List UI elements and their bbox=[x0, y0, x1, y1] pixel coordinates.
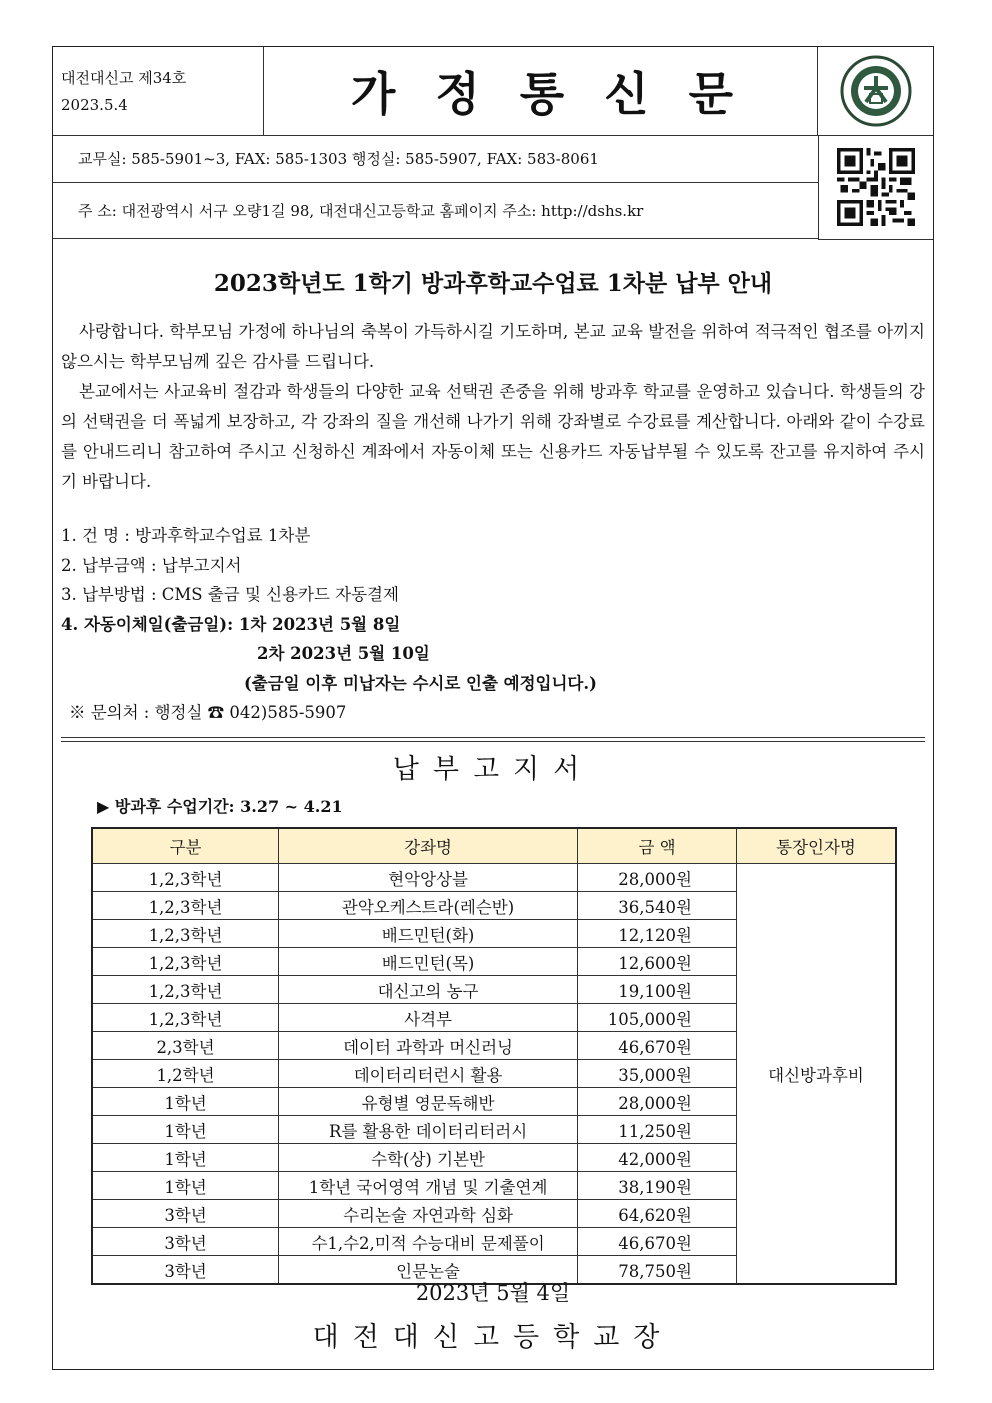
course-cell: 유형별 영문독해반 bbox=[279, 1088, 578, 1116]
column-header: 구분 bbox=[92, 828, 279, 864]
amount-cell: 46,670원 bbox=[578, 1032, 737, 1060]
grade-cell: 3학년 bbox=[92, 1200, 279, 1228]
course-cell: 수리논술 자연과학 심화 bbox=[279, 1200, 578, 1228]
grade-cell: 1학년 bbox=[92, 1116, 279, 1144]
detail-item: 4. 자동이체일(출금일): 1차 2023년 5월 8일 bbox=[61, 614, 401, 634]
amount-cell: 19,100원 bbox=[578, 976, 737, 1004]
grade-cell: 1,2,3학년 bbox=[92, 892, 279, 920]
amount-cell: 46,670원 bbox=[578, 1228, 737, 1256]
amount-cell: 28,000원 bbox=[578, 1088, 737, 1116]
address-row: 주 소: 대전광역시 서구 오량1길 98, 대전대신고등학교 홈페이지 주소: http://dshs.kr bbox=[53, 183, 819, 239]
grade-cell: 1,2,3학년 bbox=[92, 1004, 279, 1032]
document-frame bbox=[52, 46, 934, 1370]
amount-cell: 28,000원 bbox=[578, 864, 737, 892]
paragraph: 사랑합니다. 학부모님 가정에 하나님의 축복이 가득하시길 기도하며, 본교 교육 발전을 위하여 적극적인 협조를 아끼지 않으시는 학부모님께 깊은 감사를 드립니다. bbox=[61, 322, 925, 371]
grade-cell: 1,2,3학년 bbox=[92, 920, 279, 948]
inquiry-contact: ※ 문의처 : 행정실 ☎ 042)585-5907 bbox=[69, 703, 347, 722]
detail-item: 2. 납부금액 : 납부고지서 bbox=[61, 555, 242, 575]
contact-row: 교무실: 585-5901~3, FAX: 585-1303 행정실: 585-5907, FAX: 583-8061 bbox=[53, 135, 819, 183]
issue-date-footer: 2023년 5월 4일 bbox=[415, 1281, 571, 1305]
document-title: 2023학년도 1학기 방과후학교수업료 1차분 납부 안내 bbox=[213, 270, 773, 297]
grade-cell: 1,2학년 bbox=[92, 1060, 279, 1088]
column-header: 금 액 bbox=[578, 828, 737, 864]
qr-code-icon bbox=[818, 135, 933, 240]
school-logo-icon bbox=[817, 47, 933, 135]
column-header: 통장인자명 bbox=[736, 828, 896, 864]
grade-cell: 1,2,3학년 bbox=[92, 976, 279, 1004]
principal-signature: 대전대신고등학교장 bbox=[312, 1322, 674, 1353]
table-header-row bbox=[92, 828, 896, 864]
grade-cell: 2,3학년 bbox=[92, 1032, 279, 1060]
class-period: ▶ 방과후 수업기간: 3.27 ~ 4.21 bbox=[97, 797, 343, 816]
issue-date: 2023.5.4 bbox=[61, 96, 128, 114]
detail-item: (출금일 이후 미납자는 수시로 인출 예정입니다.) bbox=[244, 673, 597, 693]
fee-table bbox=[91, 827, 897, 1285]
divider bbox=[61, 737, 925, 742]
course-cell: 수1,수2,미적 수능대비 문제풀이 bbox=[279, 1228, 578, 1256]
course-cell: 인문논술 bbox=[279, 1256, 578, 1285]
amount-cell: 78,750원 bbox=[578, 1256, 737, 1285]
grade-cell: 1학년 bbox=[92, 1172, 279, 1200]
greeting-text bbox=[61, 317, 925, 497]
course-cell: 배드민턴(화) bbox=[279, 920, 578, 948]
detail-item: 2차 2023년 5월 10일 bbox=[257, 644, 430, 663]
amount-cell: 11,250원 bbox=[578, 1116, 737, 1144]
column-header: 강좌명 bbox=[279, 828, 578, 864]
grade-cell: 3학년 bbox=[92, 1228, 279, 1256]
amount-cell: 36,540원 bbox=[578, 892, 737, 920]
amount-cell: 12,600원 bbox=[578, 948, 737, 976]
paragraph: 본교에서는 사교육비 절감과 학생들의 다양한 교육 선택권 존중을 위해 방과후 학교를 운영하고 있습니다. 학생들의 강의 선택권을 더 폭넓게 보장하고, 각 강좌의 질을 개선해 나가기 위해 강좌별로 수강료를 계산합니다. 아래와 같이 수강료를 안내드리니 참고하여 주시고 신청하신 계좌에서 자동이체 또는 신용카드 자동납부될 수 있도록 잔고를 유지하여 주시기 바랍니다. bbox=[61, 382, 925, 491]
payment-details bbox=[61, 521, 925, 728]
amount-cell: 12,120원 bbox=[578, 920, 737, 948]
grade-cell: 3학년 bbox=[92, 1256, 279, 1285]
amount-cell: 64,620원 bbox=[578, 1200, 737, 1228]
grade-cell: 1,2,3학년 bbox=[92, 864, 279, 892]
amount-cell: 35,000원 bbox=[578, 1060, 737, 1088]
table-row bbox=[92, 864, 896, 892]
course-cell: 현악앙상블 bbox=[279, 864, 578, 892]
amount-cell: 42,000원 bbox=[578, 1144, 737, 1172]
grade-cell: 1학년 bbox=[92, 1088, 279, 1116]
account-name-cell: 대신방과후비 bbox=[736, 864, 896, 1285]
grade-cell: 1학년 bbox=[92, 1144, 279, 1172]
course-cell: 배드민턴(목) bbox=[279, 948, 578, 976]
course-cell: 관악오케스트라(레슨반) bbox=[279, 892, 578, 920]
course-cell: 데이터리터런시 활용 bbox=[279, 1060, 578, 1088]
course-cell: R를 활용한 데이터리터러시 bbox=[279, 1116, 578, 1144]
course-cell: 대신고의 농구 bbox=[279, 976, 578, 1004]
issue-info bbox=[53, 47, 264, 135]
course-cell: 데이터 과학과 머신러닝 bbox=[279, 1032, 578, 1060]
detail-item: 3. 납부방법 : CMS 출금 및 신용카드 자동결제 bbox=[61, 585, 399, 604]
notice-title: 납부고지서 bbox=[392, 754, 594, 785]
course-cell: 수학(상) 기본반 bbox=[279, 1144, 578, 1172]
header bbox=[53, 47, 933, 136]
grade-cell: 1,2,3학년 bbox=[92, 948, 279, 976]
course-cell: 1학년 국어영역 개념 및 기출연계 bbox=[279, 1172, 578, 1200]
course-cell: 사격부 bbox=[279, 1004, 578, 1032]
issue-number: 대전대신고 제34호 bbox=[61, 69, 187, 87]
amount-cell: 38,190원 bbox=[578, 1172, 737, 1200]
detail-item: 1. 건 명 : 방과후학교수업료 1차분 bbox=[61, 526, 311, 545]
newsletter-title: 가정통신문 bbox=[350, 67, 774, 121]
amount-cell: 105,000원 bbox=[578, 1004, 737, 1032]
